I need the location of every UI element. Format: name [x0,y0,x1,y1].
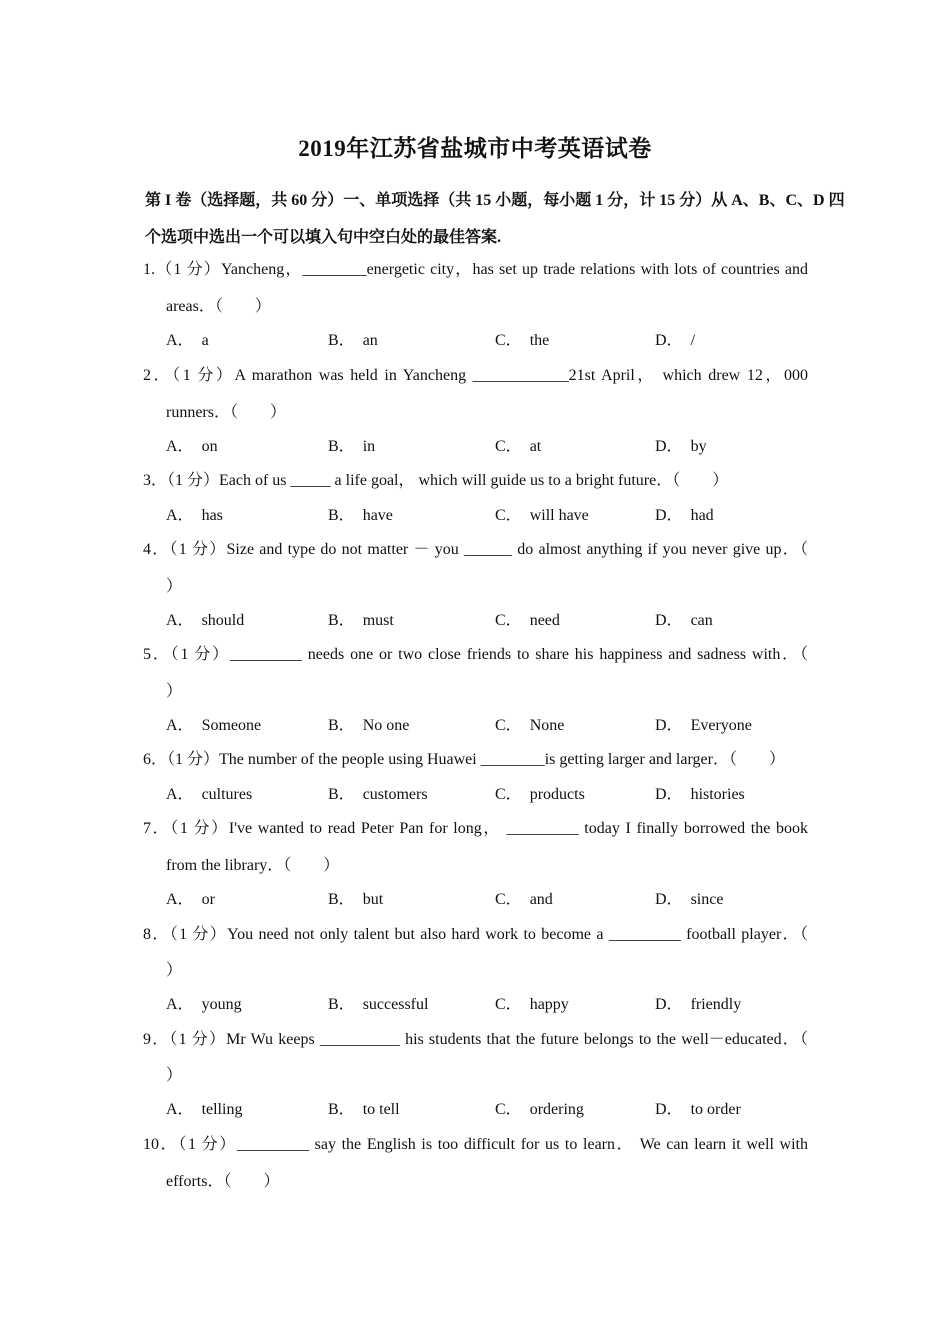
question-text: 5．（1 分）_________ needs one or two close friends to share his happiness and sadness with．（ [143,646,808,663]
option-c[interactable]: C． need [495,612,560,629]
question-text: 3．（1 分）Each of us _____ a life goal， which will guide us to a bright future．（ ） [143,472,729,489]
option-c[interactable]: C． ordering [495,1101,584,1118]
question-text: 6．（1 分）The number of the people using Huawei ________is getting larger and larger．（ ） [143,751,785,768]
option-b[interactable]: B． an [328,332,378,349]
option-d[interactable]: D． by [655,438,707,455]
option-b[interactable]: B． to tell [328,1101,400,1118]
answer-options [166,889,806,911]
option-d[interactable]: D． to order [655,1101,741,1118]
option-d[interactable]: D． / [655,332,696,349]
option-b[interactable]: B． must [328,612,394,629]
option-b[interactable]: B． successful [328,996,429,1013]
question-text: 2．（1 分）A marathon was held in Yancheng ____________21st April， which drew 12，000 [143,367,808,384]
option-a[interactable]: A． Someone [166,717,262,734]
option-a[interactable]: A． or [166,891,215,908]
option-c[interactable]: C． the [495,332,550,349]
option-a[interactable]: A． young [166,996,242,1013]
option-a[interactable]: A． a [166,332,209,349]
option-a[interactable]: A． should [166,612,245,629]
question-text: 9．（1 分）Mr Wu keeps __________ his students that the future belongs to the well－educated．（ [143,1031,808,1048]
option-d[interactable]: D． can [655,612,713,629]
option-c[interactable]: C． will have [495,507,589,524]
answer-options [166,784,806,806]
option-c[interactable]: C． None [495,717,565,734]
question-text: 8．（1 分）You need not only talent but also hard work to become a _________ football player．（ [143,926,808,943]
option-a[interactable]: A． telling [166,1101,243,1118]
question-text: 7．（1 分）I've wanted to read Peter Pan for long， _________ today I finally borrowed the book [143,820,808,837]
page-title: 2019年江苏省盐城市中考英语试卷 [298,136,652,161]
answer-options [166,610,806,632]
option-b[interactable]: B． No one [328,717,410,734]
option-c[interactable]: C． at [495,438,542,455]
option-b[interactable]: B． in [328,438,376,455]
option-d[interactable]: D． histories [655,786,745,803]
answer-options [166,330,806,352]
question-text-continued: from the library．（ ） [166,857,340,874]
option-b[interactable]: B． customers [328,786,428,803]
option-d[interactable]: D． Everyone [655,717,752,734]
option-b[interactable]: B． but [328,891,384,908]
option-c[interactable]: C． and [495,891,553,908]
answer-options [166,715,806,737]
option-c[interactable]: C． happy [495,996,569,1013]
question-text: 10．（1 分）_________ say the English is too difficult for us to learn． We can learn it well with [143,1136,808,1153]
instructions-line-2: 个选项中选出一个可以填入句中空白处的最佳答案. [145,229,502,246]
question-text-continued: ） [166,683,183,700]
question-text-continued: ） [166,962,183,979]
option-a[interactable]: A． has [166,507,223,524]
option-d[interactable]: D． had [655,507,714,524]
answer-options [166,1099,806,1121]
answer-options [166,994,806,1016]
option-b[interactable]: B． have [328,507,393,524]
option-c[interactable]: C． products [495,786,585,803]
question-text: 4．（1 分）Size and type do not matter － you ______ do almost anything if you never give up．（ [143,541,808,558]
option-a[interactable]: A． on [166,438,218,455]
question-text-continued: ） [166,1067,183,1084]
option-d[interactable]: D． friendly [655,996,742,1013]
option-d[interactable]: D． since [655,891,724,908]
option-a[interactable]: A． cultures [166,786,253,803]
answer-options [166,436,806,458]
question-text-continued: runners．（ ） [166,404,286,421]
question-text-continued: areas．（ ） [166,298,271,315]
question-text-continued: efforts．（ ） [166,1173,280,1190]
question-text-continued: ） [166,578,183,595]
answer-options [166,505,806,527]
instructions-line-1: 第 I 卷（选择题，共 60 分）一、单项选择（共 15 小题，每小题 1 分，计 15 分）从 A、B、C、D 四 [145,192,845,209]
question-text: 1.（1 分）Yancheng，________energetic city，has set up trade relations with lots of countries and [143,261,808,278]
